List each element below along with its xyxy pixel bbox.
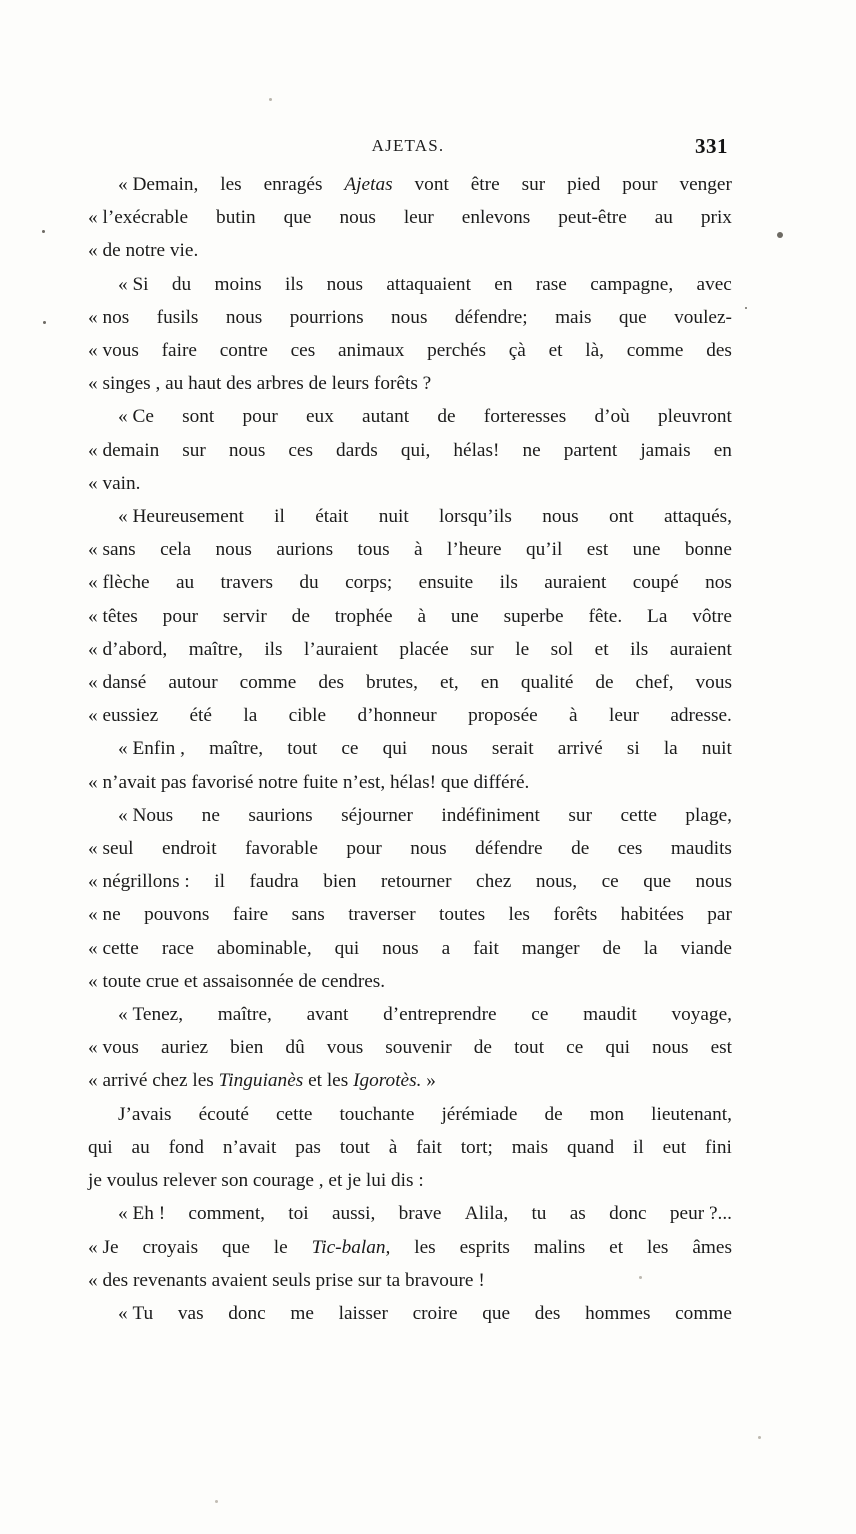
text-line: « cette race abominable, qui nous a fait manger de la viande — [88, 937, 732, 959]
text-line: « Enfin , maître, tout ce qui nous serait arrivé si la nuit — [118, 738, 732, 760]
paper-speck — [42, 230, 45, 233]
paper-speck — [269, 98, 272, 101]
text-line: « vain. — [88, 472, 141, 494]
text-line: « Tu vas donc me laisser croire que des hommes comme — [118, 1302, 732, 1324]
running-head: AJETAS. — [371, 136, 445, 155]
text-line: « têtes pour servir de trophée à une superbe fête. La vôtre — [88, 605, 732, 627]
text-line: « négrillons : il faudra bien retourner chez nous, ce que nous — [88, 871, 732, 893]
paper-speck — [215, 1500, 218, 1503]
text-line: « de notre vie. — [88, 240, 199, 262]
text-line: « nos fusils nous pourrions nous défendre; mais que voulez- — [88, 306, 732, 328]
text-line: « ne pouvons faire sans traverser toutes les forêts habitées par — [88, 904, 732, 926]
text-line: « Si du moins ils nous attaquaient en rase campagne, avec — [118, 273, 732, 295]
text-line: « flèche au travers du corps; ensuite ils auraient coupé nos — [88, 572, 732, 594]
paragraph — [88, 1297, 732, 1330]
text-line: « Eh ! comment, toi aussi, brave Alila, tu as donc peur ?... — [118, 1203, 732, 1225]
text-line: J’avais écouté cette touchante jérémiade de mon lieutenant, — [118, 1103, 732, 1125]
paper-speck — [745, 307, 747, 309]
text-line: « Heureusement il était nuit lorsqu’ils nous ont attaqués, — [118, 506, 732, 528]
text-line: « seul endroit favorable pour nous défendre de ces maudits — [88, 838, 732, 860]
text-line: « demain sur nous ces dards qui, hélas! ne partent jamais en — [88, 439, 732, 461]
text-line: « l’exécrable butin que nous leur enlevons peut-être au prix — [88, 207, 732, 229]
text-line: « vous auriez bien dû vous souvenir de tout ce qui nous est — [88, 1037, 732, 1059]
text-line: qui au fond n’avait pas tout à fait tort; mais quand il eut fini — [88, 1136, 732, 1158]
paragraph — [88, 998, 732, 1098]
body-text — [88, 168, 732, 1330]
text-line: « Demain, les enragés Ajetas vont être sur pied pour venger — [118, 174, 732, 195]
text-line: je voulus relever son courage , et je lui dis : — [88, 1170, 424, 1192]
paragraph — [88, 1098, 732, 1198]
text-line: « dansé autour comme des brutes, et, en qualité de chef, vous — [88, 672, 732, 694]
paragraph — [88, 268, 732, 401]
paper-speck — [639, 1276, 642, 1279]
paragraph — [88, 500, 732, 732]
text-line: « Ce sont pour eux autant de forteresses d’où pleuvront — [118, 406, 732, 428]
paragraph — [88, 732, 732, 798]
text-line: « vous faire contre ces animaux perchés çà et là, comme des — [88, 340, 732, 362]
text-line: « toute crue et assaisonnée de cendres. — [88, 970, 386, 992]
paper-speck — [777, 232, 783, 238]
paper-speck — [43, 321, 46, 324]
page-number: 331 — [695, 134, 728, 158]
paper-speck — [758, 1436, 761, 1439]
text-line: « Je croyais que le Tic-balan, les esprits malins et les âmes — [88, 1236, 732, 1258]
text-line: « arrivé chez les Tinguianès et les Igorotès. » — [88, 1070, 436, 1092]
text-line: « singes , au haut des arbres de leurs forêts ? — [88, 373, 432, 395]
text-line: « des revenants avaient seuls prise sur ta bravoure ! — [88, 1269, 485, 1291]
text-line: « d’abord, maître, ils l’auraient placée sur le sol et ils auraient — [88, 638, 732, 660]
text-line: « Tenez, maître, avant d’entreprendre ce maudit voyage, — [118, 1004, 732, 1026]
paragraph — [88, 799, 732, 998]
text-line: « Nous ne saurions séjourner indéfiniment sur cette plage, — [118, 804, 732, 826]
paragraph — [88, 400, 732, 500]
text-line: « eussiez été la cible d’honneur proposée à leur adresse. — [88, 705, 732, 727]
text-line: « n’avait pas favorisé notre fuite n’est, hélas! que différé. — [88, 771, 530, 793]
page-header — [88, 136, 728, 160]
paragraph — [88, 168, 732, 268]
paragraph — [88, 1197, 732, 1297]
text-line: « sans cela nous aurions tous à l’heure qu’il est une bonne — [88, 539, 732, 561]
